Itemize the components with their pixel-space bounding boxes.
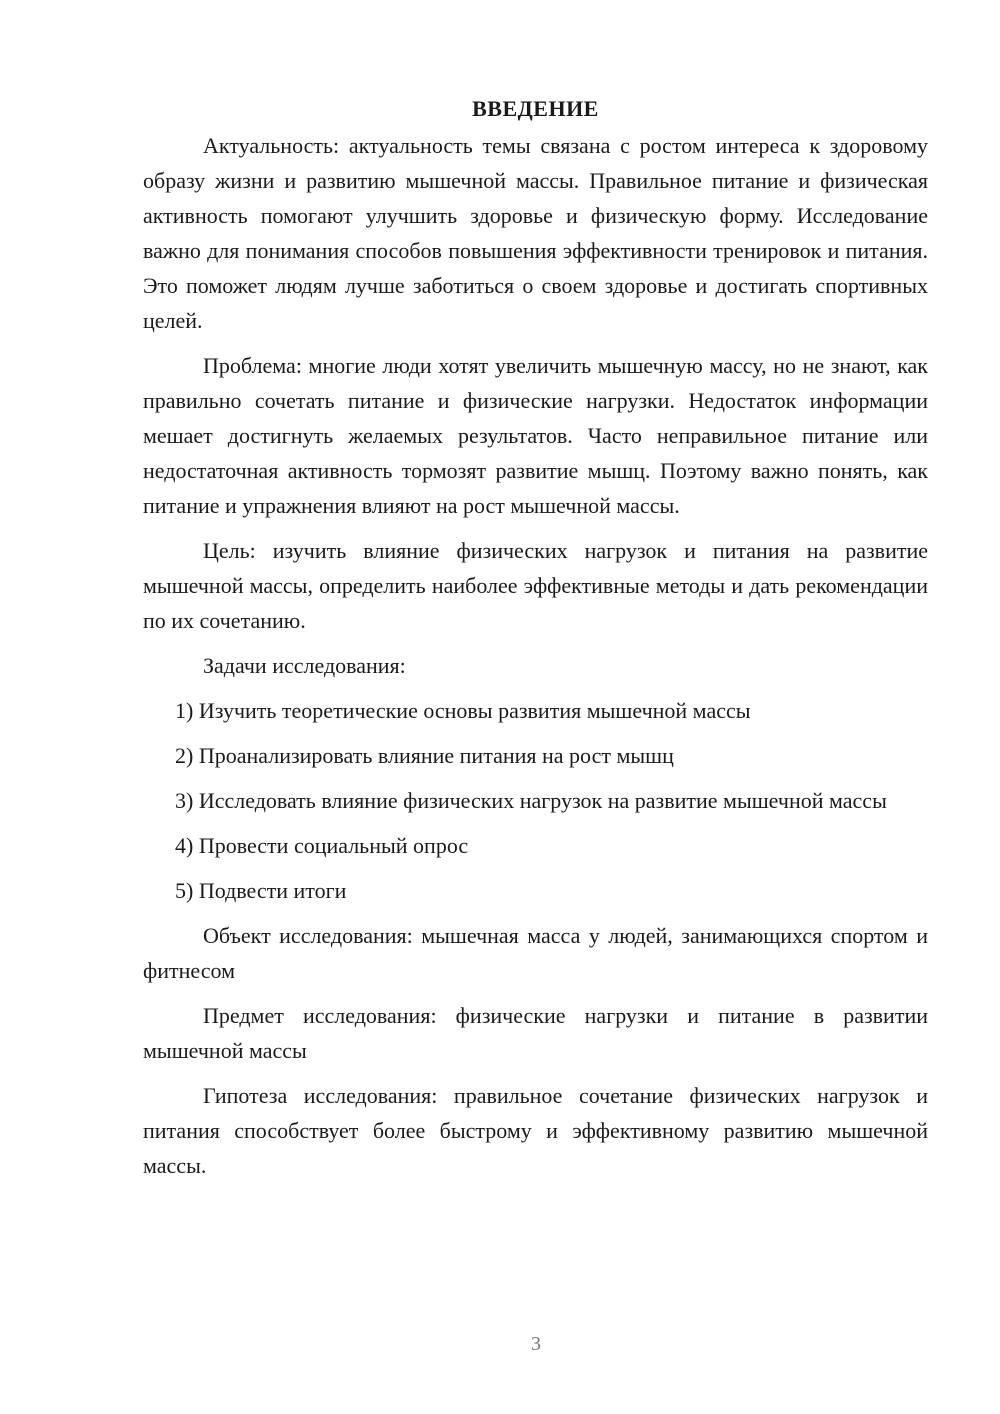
section-title: ВВЕДЕНИЕ [472, 96, 599, 121]
task-item-1: 1) Изучить теоретические основы развития мышечной массы [175, 698, 751, 723]
page-number: 3 [531, 1333, 541, 1355]
paragraph-hypothesis: Гипотеза исследования: правильное сочетание физических нагрузок и питания способствует более быстрому и эффективному развитию мышечной массы. [143, 1083, 928, 1178]
paragraph-subject: Предмет исследования: физические нагрузки и питание в развитии мышечной массы [143, 1003, 928, 1063]
task-item-4: 4) Провести социальный опрос [175, 833, 469, 858]
paragraph-problem: Проблема: многие люди хотят увеличить мышечную массу, но не знают, как правильно сочетать питание и физические нагрузки. Недостаток информации мешает достигнуть желаемых результатов. Часто неправильное питание или недостаточная активность тормозят развитие мышц. Поэтому важно понять, как питание и упражнения влияют на рост мышечной массы. [143, 353, 928, 518]
tasks-heading: Задачи исследования: [203, 653, 406, 678]
paragraph-relevance: Актуальность: актуальность темы связана с ростом интереса к здоровому образу жизни и развитию мышечной массы. Правильное питание и физическая активность помогают улучшить здоровье и физическую форму. Исследование важно для понимания способов повышения эффективности тренировок и питания. Это поможет людям лучше заботиться о своем здоровье и достигать спортивных целей. [143, 133, 928, 333]
task-item-3: 3) Исследовать влияние физических нагрузок на развитие мышечной массы [175, 788, 887, 813]
paragraph-object: Объект исследования: мышечная масса у людей, занимающихся спортом и фитнесом [143, 923, 928, 983]
task-item-2: 2) Проанализировать влияние питания на рост мышц [175, 743, 674, 768]
paragraph-goal: Цель: изучить влияние физических нагрузок и питания на развитие мышечной массы, определить наиболее эффективные методы и дать рекомендации по их сочетанию. [143, 538, 928, 633]
task-item-5: 5) Подвести итоги [175, 878, 347, 903]
document-page [143, 94, 928, 1193]
